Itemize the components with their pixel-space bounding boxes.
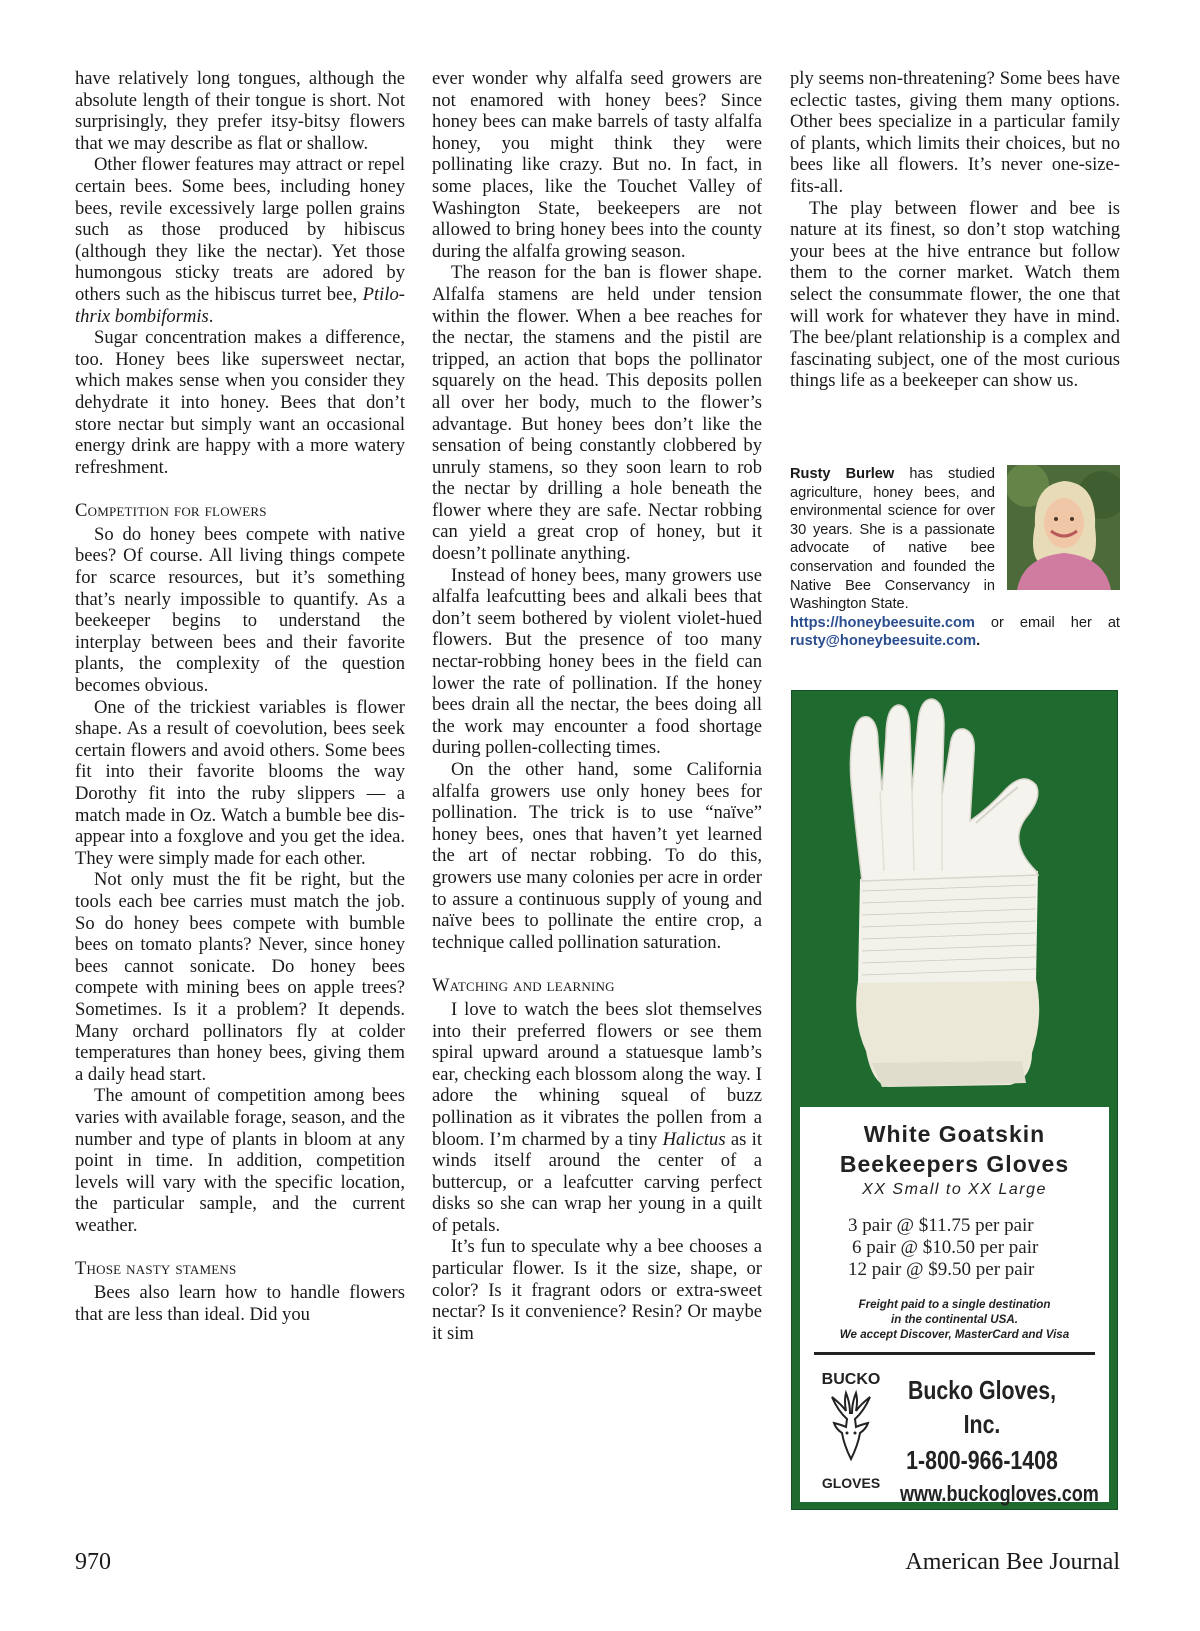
- ad-freight-line: Freight paid to a single destination: [858, 1298, 1051, 1311]
- ad-size-range: XX Small to XX Large: [862, 1181, 1047, 1198]
- bio-period: .: [976, 633, 981, 650]
- ad-title: Beekeepers Gloves: [839, 1151, 1070, 1177]
- paragraph-text: Other flower features may attract or repel certain bees. Some bees, including honey bees, revile excessively large pollen grains such as those produced by hibiscus (although they like the nectar). Yet those humongous sticky treats are adored by others such as the hibiscus turret bee,: [75, 154, 405, 305]
- ad-price-line: 3 pair @ $11.75 per pair: [848, 1215, 1034, 1236]
- ad-freight-line: in the continental USA.: [891, 1313, 1018, 1326]
- deer-head-icon: [816, 1389, 886, 1469]
- species-name: Ptilothrix bombiformis: [75, 283, 405, 327]
- company-website[interactable]: www.buckogloves.com: [900, 1481, 1099, 1506]
- ad-price-list: [800, 1215, 1109, 1281]
- paragraph: Bees also learn how to handle flowers that are less than ideal. Did you: [75, 1282, 405, 1325]
- author-bio: [790, 465, 1120, 651]
- section-heading: Watching and learning: [432, 975, 615, 997]
- glove-photo: [792, 691, 1117, 1103]
- author-photo: [1007, 465, 1120, 590]
- ad-freight-note: [800, 1297, 1109, 1342]
- ad-text-panel: [800, 1107, 1109, 1506]
- paragraph: ply seems non-threatening? Some bees have eclectic tastes, giving them many options. Other bees specialize in a particular family of plants, which limits their choices, but no bees like all flowers. It’s never one-size-fits-all.: [790, 68, 1120, 197]
- paragraph: It’s fun to speculate why a bee chooses a particular flower. Is it the size, shape, or color? Is it fragrant odors or extra-sweet nectar? Is it convenience? Resin? Or maybe it sim: [432, 1236, 762, 1344]
- article-column-2: [432, 68, 762, 1344]
- paragraph: [432, 999, 762, 1237]
- paragraph: The play between flower and bee is nature at its finest, so don’t stop watching your bees at the hive entrance but follow them to the corner market. Watch them select the consummate flower, the one that will work for whatever they have in mind. The bee/plant relationship is a complex and fascinating subject, one of the most curious things life as a beekeeper can show us.: [790, 197, 1120, 392]
- bio-description: has studied agriculture, honey bees, and environmental science for over 30 years. She is a passionate advocate of native bee conservation and founded the Native Bee Conservancy in Washington State.: [790, 466, 996, 613]
- author-name: Rusty Burlew: [790, 466, 895, 482]
- article-column-1: [75, 68, 405, 1325]
- author-email-link[interactable]: rusty@honeybeesuite.com: [790, 633, 977, 650]
- glove-advertisement: [791, 690, 1118, 1510]
- genus-name: Halictus: [662, 1128, 726, 1150]
- bio-text-connector: or email her at: [974, 614, 1120, 631]
- paragraph: On the other hand, some California alfalfa growers use only honey bees for pollination. The trick is to use “naïve” honey bees, ones that haven’t yet learned the art of nectar robbing. To do this, growers use many colonies per acre in order to assure a continuous supply of young and naïve bees to pollinate the entire crop, a technique called pollination saturation.: [432, 759, 762, 953]
- paragraph: Sugar concentration makes a difference, too. Honey bees like supersweet nectar, which makes sense when you consider they dehydrate it into honey. Bees that don’t store nectar but simply want an occasional energy drink are happy with a more watery refreshment.: [75, 327, 405, 478]
- paragraph: Not only must the fit be right, but the tools each bee carries must match the job. So do honey bees compete with bumble bees on tomato plants? Never, since honey bees cannot sonicate. Do honey bees compete with mining bees on apple trees? Sometimes. Is it a problem? It depends. Many orchard pollinators fly at colder temperatures than honey bees, giving them a daily head start.: [75, 869, 405, 1085]
- ad-price-line: 12 pair @ $9.50 per pair: [848, 1259, 1035, 1280]
- ad-freight-line: We accept Discover, MasterCard and Visa: [839, 1328, 1070, 1341]
- paragraph: [75, 154, 405, 327]
- paragraph-text: as it winds itself around the center of a buttercup, or a leafcutter carving perfect disks so she can wrap her young in a quilt of petals.: [432, 1128, 763, 1236]
- beekeeper-glove-image: [792, 691, 1117, 1103]
- company-name: Bucko Gloves, Inc.: [907, 1375, 1057, 1439]
- paragraph: One of the trickiest variables is flower shape. As a result of coevolution, bees seek certain flowers and avoid others. Some bees fit into their favorite blooms the way Dorothy fit into the ruby slippers — a match made in Oz. Watch a bumble bee disappear into a foxglove and you get the idea. They were simply made for each other.: [75, 696, 405, 869]
- company-phone[interactable]: 1-800-966-1408: [906, 1445, 1058, 1475]
- bucko-logo: [816, 1371, 886, 1491]
- section-heading: Those nasty stamens: [75, 1258, 237, 1280]
- ad-price-line: 6 pair @ $10.50 per pair: [852, 1237, 1039, 1258]
- paragraph: The reason for the ban is flower shape. Alfalfa stamens are held under tension within the flower. When a bee reaches for the nectar, the stamens and the pistil are tripped, an action that bops the pollinator squarely on the head. This deposits pollen all over her body, much to the flower’s advantage. But honey bees don’t like the sensation of being constantly clobbered by unruly stamens, so they soon learn to rob the nectar by drilling a hole beneath the flower where they are safe. Nectar robbing can yield a great crop of honey, but it doesn’t pollinate anything.: [432, 262, 762, 565]
- paragraph: Instead of honey bees, many growers use alfalfa leafcutting bees and alkali bees that don’t seem bothered by violent violet-hued flowers. But the presence of too many nectar-robbing honey bees in the field can lower the rate of pollination. If the honey bees drain all the nectar, the bees doing all the work may encounter a food shortage during pollen-collecting times.: [432, 564, 762, 759]
- journal-name: American Bee Journal: [905, 1549, 1120, 1575]
- author-website-link[interactable]: https://honeybeesuite.com: [790, 614, 975, 631]
- paragraph: So do honey bees compete with native bees? Of course. All living things compete for scarce resources, but it’s something that’s nearly impossible to quantify. As a beekeeper begins to understand the interplay between bees and their favorite plants, the complexity of the question becomes obvious.: [75, 523, 405, 697]
- paragraph: The amount of competition among bees varies with available forage, season, and the number and type of plants in bloom at any point in time. In addition, competition levels will vary with the specific location, the particular sample, and the current weather.: [75, 1085, 405, 1236]
- paragraph: ever wonder why alfalfa seed growers are not enamored with honey bees? Since honey bees can make barrels of tasty alfalfa honey, you might think they were pollinating like crazy. But no. In fact, in some places, like the Touchet Valley of Washington State, beekeepers are not allowed to bring honey bees into the county during the alfalfa growing season.: [432, 68, 762, 262]
- paragraph-text: I love to watch the bees slot themselves into their preferred flowers or see them spiral upward around a statuesque lamb’s ear, checking each blossom along the way. I adore the whining squeal of buzz pollination as it vibrates the pollen from a bloom. I’m charmed by a tiny: [432, 998, 762, 1150]
- ad-company-info: [900, 1373, 1099, 1509]
- ad-company-block: [800, 1361, 1109, 1511]
- ad-title: White Goatskin: [863, 1121, 1046, 1147]
- paragraph-text: .: [208, 305, 214, 327]
- logo-text: GLOVES: [821, 1475, 881, 1491]
- section-heading: Competition for flowers: [75, 500, 267, 522]
- ad-divider: [814, 1352, 1095, 1355]
- page-number: 970: [75, 1549, 111, 1575]
- logo-text: BUCKO: [821, 1371, 881, 1388]
- author-portrait-image: [1007, 465, 1120, 590]
- article-column-3: [790, 68, 1120, 392]
- paragraph: have relatively long tongues, although the absolute length of their tongue is short. Not surprisingly, they prefer itsy-bitsy flowers that we may describe as flat or shallow.: [75, 68, 405, 154]
